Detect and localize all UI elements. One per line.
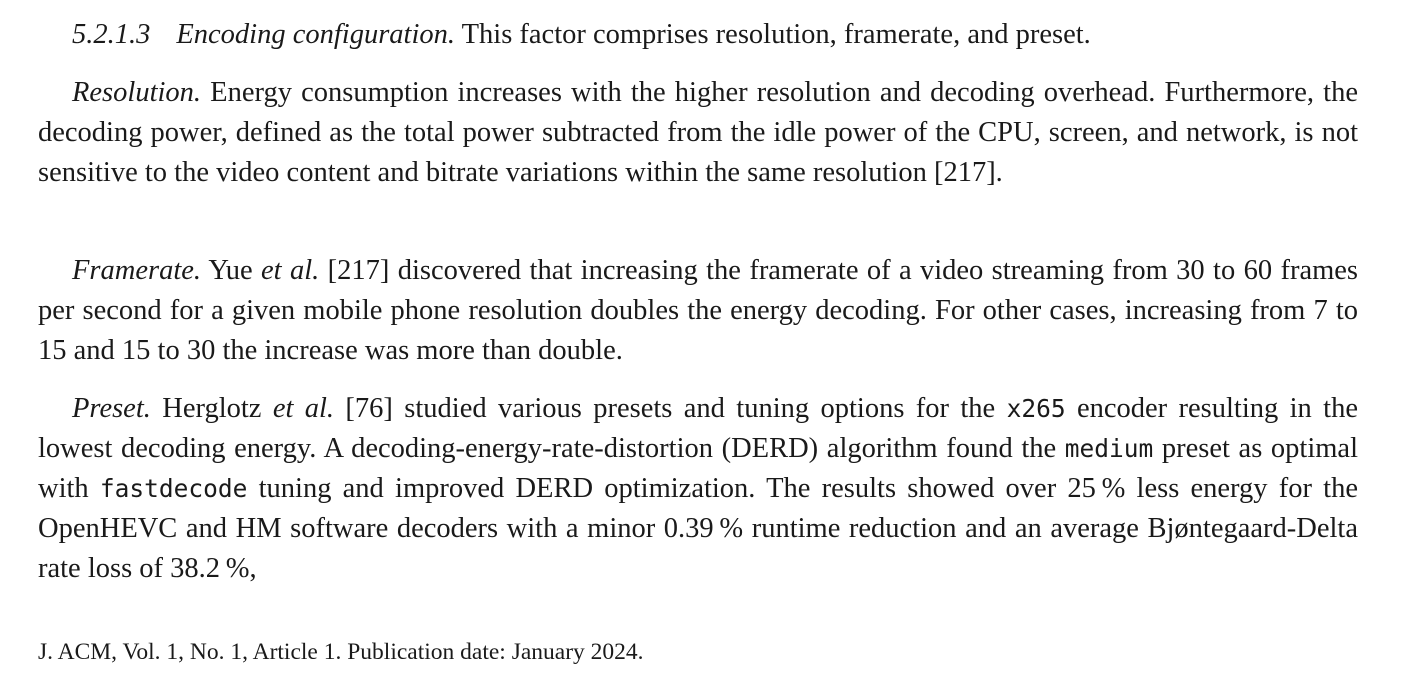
preset-text-1: [76] studied various presets and tuning options for the (334, 393, 1007, 424)
author-herglotz: Herglotz (150, 393, 273, 424)
code-x265: x265 (1006, 394, 1066, 423)
preset-text-4: tuning and improved DERD optimization. The results showed over 25 % less energy for the OpenHEVC and HM software decoders with a minor 0.39 % runtime reduction and an average Bjøntegaard-Delta rate loss of 38.2 %, (38, 473, 1359, 584)
paragraph-title-preset: Preset. (72, 393, 151, 424)
section-heading (38, 15, 1358, 55)
paragraph-title-resolution: Resolution. (72, 77, 202, 108)
page-footer: J. ACM, Vol. 1, No. 1, Article 1. Publication date: January 2024. (38, 639, 644, 665)
paragraph-preset (38, 389, 1358, 589)
code-medium: medium (1064, 434, 1154, 463)
paragraph-text-resolution: Energy consumption increases with the higher resolution and decoding overhead. Furthermore, the decoding power, defined as the total power subtracted from the idle power of the CPU, screen, and network, is not sensitive to the video content and bitrate variations within the same resolution [217]. (38, 77, 1358, 188)
section-intro-text: This factor comprises resolution, framerate, and preset. (455, 19, 1091, 50)
paragraph-framerate (38, 251, 1358, 371)
paragraph-title-framerate: Framerate. (72, 255, 202, 286)
author-yue: Yue (201, 255, 262, 286)
et-al-preset: et al. (272, 393, 335, 424)
section-title: Encoding configuration. (176, 19, 456, 50)
paragraph-resolution (38, 73, 1358, 193)
preset-text-2: encoder resulting in the lowest decoding energy. A decoding-energy-rate-distortion (DERD) algorithm found the (38, 393, 1358, 464)
et-al-framerate: et al. (261, 255, 320, 286)
section-number: 5.2.1.3 (72, 19, 151, 50)
paragraph-text-framerate: [217] discovered that increasing the framerate of a video streaming from 30 to 60 frames per second for a given mobile phone resolution doubles the energy decoding. For other cases, increasing from 7 to 15 and 15 to 30 the increase was more than double. (38, 255, 1358, 366)
code-fastdecode: fastdecode (99, 474, 248, 503)
preset-text-3: preset as optimal with (38, 433, 1358, 504)
